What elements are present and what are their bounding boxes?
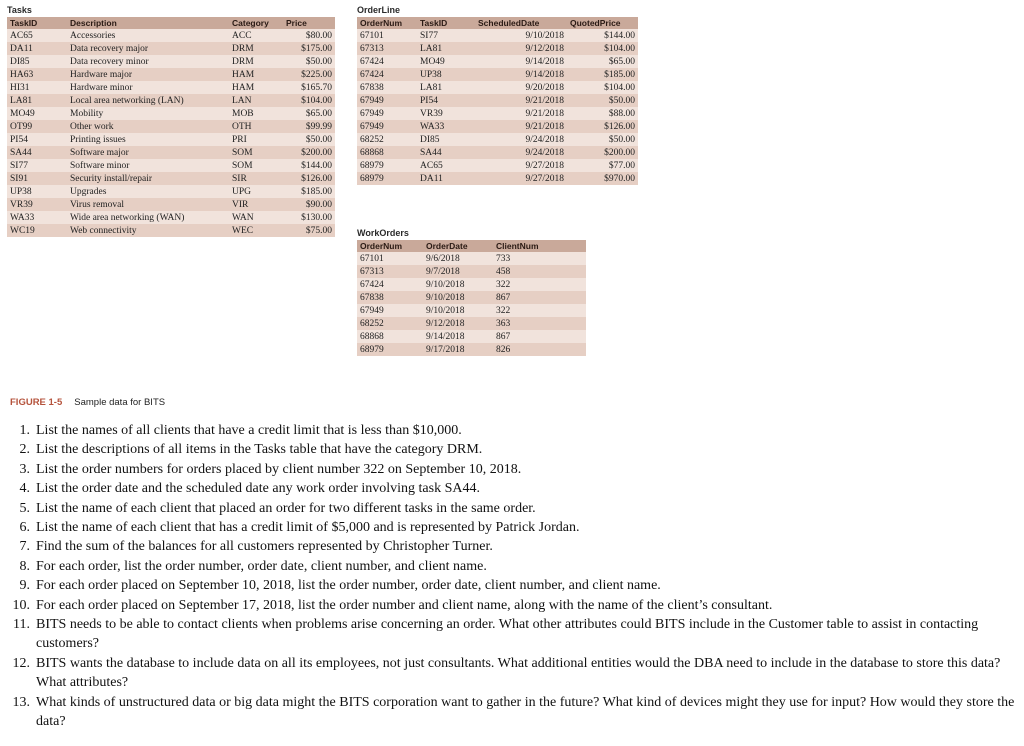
table-cell: $90.00 [283,198,335,211]
figure-caption [10,397,165,408]
table-row [7,94,335,107]
column-header-price: Price [283,17,335,29]
table-cell: 67424 [357,68,417,81]
table-cell: 67424 [357,278,423,291]
table-cell: DA11 [417,172,475,185]
table-cell: Software minor [67,159,229,172]
table-cell: SI77 [7,159,67,172]
table-row [7,133,335,146]
question-text: List the order numbers for orders placed by client number 322 on September 10, 2018. [36,461,522,477]
table-cell: 68252 [357,133,417,146]
table-cell: 67838 [357,81,417,94]
table-cell: HAM [229,68,283,81]
column-header-ordernum: OrderNum [357,240,423,252]
table-cell: $50.00 [283,55,335,68]
question-text: Find the sum of the balances for all customers represented by Christopher Turner. [36,539,493,555]
table-cell: VIR [229,198,283,211]
table-cell: WAN [229,211,283,224]
table-cell: 9/14/2018 [475,68,567,81]
question-item [0,596,1020,615]
table-cell: 9/21/2018 [475,94,567,107]
orderline-table-body [357,29,638,185]
table-row [357,107,638,120]
table-cell: 9/10/2018 [423,291,493,304]
table-cell: Mobility [67,107,229,120]
question-number: 13. [12,694,30,710]
question-item [0,654,1020,693]
table-row [7,29,335,42]
table-cell: $144.00 [283,159,335,172]
table-cell: Web connectivity [67,224,229,237]
table-cell: 68979 [357,343,423,356]
table-cell: 9/17/2018 [423,343,493,356]
table-cell: 68868 [357,330,423,343]
table-cell: Data recovery minor [67,55,229,68]
table-row [357,29,638,42]
table-cell: 67949 [357,120,417,133]
question-item [0,576,1020,595]
table-cell: $126.00 [283,172,335,185]
table-cell: PI54 [7,133,67,146]
table-cell: Hardware major [67,68,229,81]
table-cell: Software major [67,146,229,159]
column-header-taskid: TaskID [7,17,67,29]
table-cell: LA81 [417,42,475,55]
table-cell: MO49 [417,55,475,68]
table-cell: $165.70 [283,81,335,94]
table-cell: HA63 [7,68,67,81]
question-item [0,421,1020,440]
table-cell: $104.00 [567,81,638,94]
table-cell: UP38 [417,68,475,81]
table-cell: Printing issues [67,133,229,146]
table-cell: Virus removal [67,198,229,211]
column-header-category: Category [229,17,283,29]
table-cell: DI85 [7,55,67,68]
table-header-row [7,17,335,29]
question-number: 5. [19,500,30,516]
table-row [7,198,335,211]
table-cell: $970.00 [567,172,638,185]
questions-list [0,421,1020,732]
question-number: 8. [19,558,30,574]
table-cell: HAM [229,81,283,94]
question-number: 12. [12,655,30,671]
question-number: 10. [12,597,30,613]
table-row [357,68,638,81]
table-row [7,146,335,159]
table-cell: 458 [493,265,586,278]
table-cell: MOB [229,107,283,120]
table-cell: SI91 [7,172,67,185]
table-cell: UP38 [7,185,67,198]
table-cell: 68252 [357,317,423,330]
table-cell: 322 [493,304,586,317]
table-cell: HI31 [7,81,67,94]
table-cell: $144.00 [567,29,638,42]
table-cell: WA33 [7,211,67,224]
question-number: 4. [19,481,30,497]
table-cell: 67949 [357,94,417,107]
column-header-description: Description [67,17,229,29]
table-cell: SIR [229,172,283,185]
table-row [357,265,586,278]
table-header-row [357,17,638,29]
figure-number: FIGURE 1-5 [10,397,63,408]
workorders-table-body [357,252,586,356]
table-row [7,120,335,133]
table-cell: $104.00 [283,94,335,107]
table-row [7,224,335,237]
table-cell: 9/10/2018 [475,29,567,42]
question-text: List the names of all clients that have a credit limit that is less than $10,000. [36,423,462,438]
table-row [357,278,586,291]
table-cell: UPG [229,185,283,198]
table-cell: SA44 [7,146,67,159]
table-cell: $175.00 [283,42,335,55]
table-cell: 733 [493,252,586,265]
table-cell: OT99 [7,120,67,133]
question-text: For each order placed on September 10, 2018, list the order number, order date, client number, and client name. [36,578,661,594]
question-text: For each order placed on September 17, 2018, list the order number and client name, along with the name of the client’s consultant. [36,597,773,613]
table-cell: SI77 [417,29,475,42]
table-cell: $126.00 [567,120,638,133]
table-row [357,172,638,185]
table-row [357,252,586,265]
question-item [0,557,1020,576]
workorders-table-title: WorkOrders [357,228,409,238]
table-row [7,172,335,185]
table-cell: 68979 [357,159,417,172]
table-row [357,120,638,133]
question-number: 2. [19,442,30,458]
table-cell: 9/14/2018 [475,55,567,68]
table-cell: PRI [229,133,283,146]
table-cell: Hardware minor [67,81,229,94]
orderline-table [357,17,638,185]
table-cell: DRM [229,42,283,55]
table-cell: VR39 [417,107,475,120]
question-item [0,693,1020,732]
table-cell: 9/27/2018 [475,159,567,172]
table-cell: 9/24/2018 [475,146,567,159]
table-cell: 9/14/2018 [423,330,493,343]
table-cell: 9/21/2018 [475,107,567,120]
table-cell: 67838 [357,291,423,304]
table-row [7,211,335,224]
table-cell: WC19 [7,224,67,237]
table-cell: 9/10/2018 [423,278,493,291]
table-cell: $50.00 [567,94,638,107]
column-header-clientnum: ClientNum [493,240,586,252]
table-cell: Data recovery major [67,42,229,55]
table-cell: 67949 [357,107,417,120]
table-cell: 322 [493,278,586,291]
table-cell: WA33 [417,120,475,133]
table-cell: DRM [229,55,283,68]
table-cell: Security install/repair [67,172,229,185]
table-cell: SOM [229,159,283,172]
table-cell: DA11 [7,42,67,55]
table-cell: $225.00 [283,68,335,81]
table-row [357,94,638,107]
table-cell: 9/20/2018 [475,81,567,94]
table-row [357,343,586,356]
table-cell: $77.00 [567,159,638,172]
table-row [7,81,335,94]
question-number: 7. [19,539,30,555]
table-cell: OTH [229,120,283,133]
table-row [357,146,638,159]
table-cell: 826 [493,343,586,356]
question-text: What kinds of unstructured data or big data might the BITS corporation want to gather in the future? What kind of devices might they use for input? How would they store the data? [36,694,1015,730]
table-row [7,159,335,172]
table-cell: AC65 [417,159,475,172]
question-text: List the order date and the scheduled date any work order involving task SA44. [36,481,480,497]
table-row [357,133,638,146]
tasks-table-title: Tasks [7,5,32,15]
table-cell: $130.00 [283,211,335,224]
table-cell: Local area networking (LAN) [67,94,229,107]
question-text: For each order, list the order number, order date, client number, and client name. [36,558,487,574]
table-cell: ACC [229,29,283,42]
table-cell: LA81 [417,81,475,94]
question-item [0,479,1020,498]
question-number: 6. [19,520,30,536]
table-cell: PI54 [417,94,475,107]
table-cell: Upgrades [67,185,229,198]
orderline-table-title: OrderLine [357,5,401,15]
table-row [357,304,586,317]
question-item [0,460,1020,479]
column-header-ordernum: OrderNum [357,17,417,29]
question-number: 9. [19,578,30,594]
table-row [357,55,638,68]
table-cell: Other work [67,120,229,133]
table-cell: 67313 [357,42,417,55]
question-number: 3. [19,461,30,477]
question-item [0,518,1020,537]
table-cell: 67313 [357,265,423,278]
table-cell: $200.00 [567,146,638,159]
table-cell: SA44 [417,146,475,159]
table-cell: 9/12/2018 [475,42,567,55]
column-header-taskid: TaskID [417,17,475,29]
table-cell: 9/24/2018 [475,133,567,146]
table-cell: $65.00 [283,107,335,120]
table-cell: WEC [229,224,283,237]
table-cell: 363 [493,317,586,330]
table-row [357,159,638,172]
question-text: List the name of each client that placed an order for two different tasks in the same order. [36,500,536,516]
table-row [7,55,335,68]
table-cell: $88.00 [567,107,638,120]
table-cell: $104.00 [567,42,638,55]
table-cell: $185.00 [283,185,335,198]
table-row [7,42,335,55]
table-cell: 68868 [357,146,417,159]
question-text: BITS needs to be able to contact clients when problems arise concerning an order. What other attributes could BITS include in the Customer table to assist in contacting customers? [36,617,979,652]
question-item [0,499,1020,518]
table-row [7,107,335,120]
table-cell: 67949 [357,304,423,317]
question-text: BITS wants the database to include data on all its employees, not just consultants. What additional entities would the DBA need to include in the database to store this data? What attributes? [36,655,1001,691]
workorders-table [357,240,586,356]
table-cell: $99.99 [283,120,335,133]
column-header-orderdate: OrderDate [423,240,493,252]
table-cell: DI85 [417,133,475,146]
table-header-row [357,240,586,252]
question-item [0,440,1020,459]
question-text: List the name of each client that has a credit limit of $5,000 and is represented by Patrick Jordan. [36,520,580,536]
question-item [0,537,1020,556]
question-number: 11. [13,617,30,633]
table-cell: $50.00 [283,133,335,146]
table-cell: 867 [493,330,586,343]
table-cell: 9/21/2018 [475,120,567,133]
table-cell: AC65 [7,29,67,42]
table-row [357,330,586,343]
question-item [0,615,1020,654]
table-cell: Accessories [67,29,229,42]
table-row [357,42,638,55]
table-cell: 9/7/2018 [423,265,493,278]
table-cell: SOM [229,146,283,159]
column-header-quotedprice: QuotedPrice [567,17,638,29]
table-row [357,317,586,330]
tasks-table [7,17,335,237]
table-cell: 9/10/2018 [423,304,493,317]
question-text: List the descriptions of all items in the Tasks table that have the category DRM. [36,442,483,458]
figure-caption-text: Sample data for BITS [74,397,166,408]
tasks-table-body [7,29,335,237]
table-cell: LAN [229,94,283,107]
table-cell: $75.00 [283,224,335,237]
table-row [7,68,335,81]
table-cell: $80.00 [283,29,335,42]
table-cell: 867 [493,291,586,304]
table-cell: Wide area networking (WAN) [67,211,229,224]
table-cell: $65.00 [567,55,638,68]
table-cell: 68979 [357,172,417,185]
table-cell: 9/12/2018 [423,317,493,330]
table-cell: $50.00 [567,133,638,146]
table-cell: 9/6/2018 [423,252,493,265]
question-number: 1. [19,423,30,438]
table-row [7,185,335,198]
table-cell: LA81 [7,94,67,107]
column-header-scheduleddate: ScheduledDate [475,17,567,29]
table-cell: 9/27/2018 [475,172,567,185]
table-cell: $200.00 [283,146,335,159]
table-cell: 67101 [357,252,423,265]
table-cell: VR39 [7,198,67,211]
table-row [357,291,586,304]
table-row [357,81,638,94]
table-cell: MO49 [7,107,67,120]
table-cell: 67424 [357,55,417,68]
table-cell: $185.00 [567,68,638,81]
table-cell: 67101 [357,29,417,42]
